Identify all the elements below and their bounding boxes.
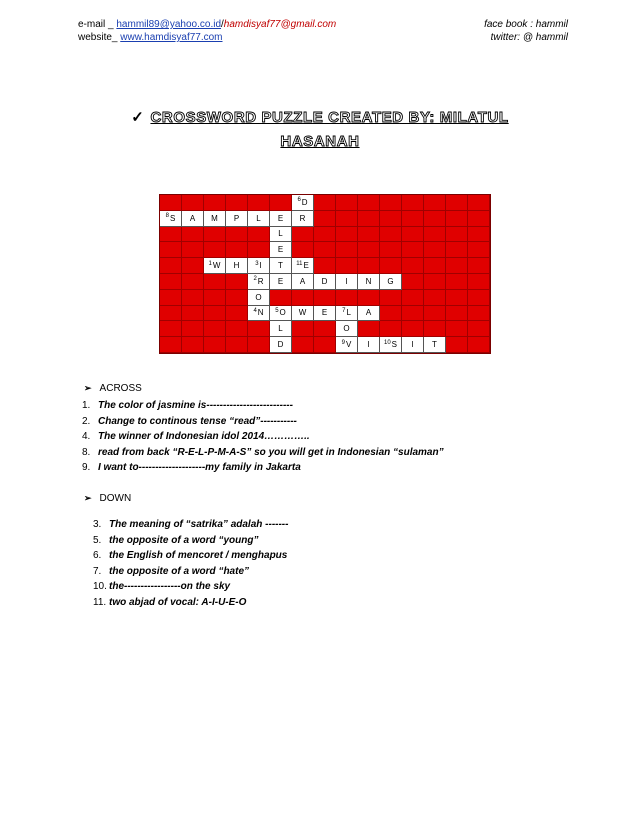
clue-number: 11. <box>93 596 107 608</box>
blocked-cell <box>468 227 490 243</box>
crossword-cell[interactable] <box>424 337 446 353</box>
blocked-cell <box>248 321 270 337</box>
clue-text: Change to continous tense “read”----------- <box>98 415 297 427</box>
clue-text: I want to--------------------my family in Jakarta <box>98 462 301 473</box>
clue-number: 3 <box>255 260 259 267</box>
blocked-cell <box>468 274 490 290</box>
title-line-1: CROSSWORD PUZZLE CREATED BY: MILATUL <box>150 109 509 126</box>
cell-letter: O <box>343 324 350 334</box>
crossword-cell[interactable] <box>314 274 336 290</box>
blocked-cell <box>160 227 182 243</box>
blocked-cell <box>336 211 358 227</box>
clue-text: the-----------------on the sky <box>109 581 231 592</box>
blocked-cell <box>314 321 336 337</box>
crossword-cell[interactable] <box>270 211 292 227</box>
down-heading <box>84 493 131 504</box>
blocked-cell <box>270 290 292 306</box>
page-title <box>110 106 530 154</box>
cell-letter: E <box>277 245 284 255</box>
blocked-cell <box>182 337 204 353</box>
facebook-handle: face book : hammil <box>484 19 568 30</box>
blocked-cell <box>446 195 468 211</box>
cell-letter: R <box>257 276 264 286</box>
blocked-cell <box>468 321 490 337</box>
blocked-cell <box>204 337 226 353</box>
cell-letter: E <box>277 276 284 286</box>
crossword-cell[interactable] <box>336 274 358 290</box>
clue-number: 11 <box>296 260 303 267</box>
cell-letter: N <box>257 308 264 318</box>
cell-letter: G <box>387 276 394 286</box>
blocked-cell <box>336 227 358 243</box>
blocked-cell <box>446 227 468 243</box>
crossword-cell[interactable] <box>336 321 358 337</box>
blocked-cell <box>446 337 468 353</box>
blocked-cell <box>424 227 446 243</box>
blocked-cell <box>204 290 226 306</box>
blocked-cell <box>292 337 314 353</box>
blocked-cell <box>336 195 358 211</box>
cell-letter: E <box>277 213 284 223</box>
crossword-cell[interactable] <box>270 306 292 322</box>
blocked-cell <box>314 195 336 211</box>
twitter-handle: twitter: @ hammil <box>490 32 568 43</box>
clue-number: 6. <box>93 550 102 561</box>
blocked-cell <box>446 211 468 227</box>
blocked-cell <box>336 258 358 274</box>
blocked-cell <box>358 258 380 274</box>
blocked-cell <box>358 290 380 306</box>
clue-number: 6 <box>297 197 301 204</box>
cell-letter: I <box>367 340 370 350</box>
crossword-cell[interactable] <box>270 227 292 243</box>
cell-letter: I <box>411 340 414 350</box>
blocked-cell <box>468 306 490 322</box>
blocked-cell <box>468 211 490 227</box>
clue-text: the opposite of a word “young” <box>109 534 259 546</box>
blocked-cell <box>182 227 204 243</box>
blocked-cell <box>358 242 380 258</box>
cell-letter: O <box>279 308 286 318</box>
blocked-cell <box>226 274 248 290</box>
clue-item <box>82 398 444 414</box>
blocked-cell <box>446 274 468 290</box>
blocked-cell <box>468 195 490 211</box>
blocked-cell <box>314 211 336 227</box>
blocked-cell <box>402 195 424 211</box>
across-heading <box>84 383 142 394</box>
cell-letter: A <box>189 213 196 223</box>
blocked-cell <box>468 258 490 274</box>
blocked-cell <box>182 242 204 258</box>
clue-item <box>93 579 288 595</box>
blocked-cell <box>380 290 402 306</box>
blocked-cell <box>402 274 424 290</box>
cell-letter: N <box>365 276 372 286</box>
crossword-cell[interactable] <box>292 274 314 290</box>
clue-text: the English of mencoret / menghapus <box>109 550 288 561</box>
blocked-cell <box>380 195 402 211</box>
blocked-cell <box>160 321 182 337</box>
crossword-cell[interactable] <box>358 306 380 322</box>
crossword-cell[interactable] <box>292 258 314 274</box>
clue-text: two abjad of vocal: A-I-U-E-O <box>109 596 247 608</box>
clue-number: 4. <box>82 431 91 442</box>
blocked-cell <box>424 195 446 211</box>
blocked-cell <box>446 258 468 274</box>
blocked-cell <box>226 337 248 353</box>
clue-item <box>93 595 288 611</box>
blocked-cell <box>446 306 468 322</box>
clue-number: 4 <box>253 307 257 314</box>
blocked-cell <box>402 290 424 306</box>
cell-letter: M <box>211 213 218 223</box>
blocked-cell <box>182 306 204 322</box>
cell-letter: T <box>278 261 283 271</box>
blocked-cell <box>292 321 314 337</box>
down-heading-label: DOWN <box>99 493 132 504</box>
blocked-cell <box>424 306 446 322</box>
blocked-cell <box>446 321 468 337</box>
clue-number: 3. <box>93 519 102 530</box>
blocked-cell <box>314 337 336 353</box>
email-label: e-mail _ <box>78 19 114 30</box>
cell-letter: R <box>299 213 306 223</box>
blocked-cell <box>226 321 248 337</box>
blocked-cell <box>182 258 204 274</box>
blocked-cell <box>160 306 182 322</box>
checkmark-icon: ✓ <box>131 109 145 126</box>
crossword-cell[interactable] <box>248 306 270 322</box>
blocked-cell <box>424 242 446 258</box>
crossword-cell[interactable] <box>336 337 358 353</box>
blocked-cell <box>204 227 226 243</box>
crossword-cell[interactable] <box>402 337 424 353</box>
crossword-cell[interactable] <box>292 306 314 322</box>
blocked-cell <box>468 242 490 258</box>
crossword-cell[interactable] <box>182 211 204 227</box>
blocked-cell <box>204 242 226 258</box>
blocked-cell <box>402 306 424 322</box>
clue-number: 9. <box>82 462 91 473</box>
clue-number: 7 <box>342 307 346 314</box>
blocked-cell <box>248 337 270 353</box>
crossword-cell[interactable] <box>248 211 270 227</box>
clue-number: 1 <box>208 260 212 267</box>
blocked-cell <box>226 242 248 258</box>
blocked-cell <box>226 195 248 211</box>
clue-item <box>93 548 288 564</box>
blocked-cell <box>182 274 204 290</box>
blocked-cell <box>358 211 380 227</box>
blocked-cell <box>424 211 446 227</box>
blocked-cell <box>160 274 182 290</box>
crossword-cell[interactable] <box>226 258 248 274</box>
cell-letter: L <box>278 229 283 239</box>
blocked-cell <box>314 242 336 258</box>
blocked-cell <box>226 290 248 306</box>
arrowhead-bullet-icon: ➢ <box>84 383 92 393</box>
crossword-cell[interactable] <box>358 337 380 353</box>
blocked-cell <box>314 290 336 306</box>
blocked-cell <box>314 227 336 243</box>
down-clues <box>93 517 288 610</box>
clue-item <box>93 533 288 549</box>
blocked-cell <box>270 195 292 211</box>
blocked-cell <box>358 321 380 337</box>
clue-number: 5. <box>93 534 102 546</box>
clue-item <box>82 460 444 476</box>
arrowhead-bullet-icon: ➢ <box>84 493 92 503</box>
crossword-cell[interactable] <box>336 306 358 322</box>
cell-letter: E <box>321 308 328 318</box>
cell-letter: O <box>255 292 262 302</box>
blocked-cell <box>182 321 204 337</box>
clue-number: 2 <box>253 276 257 283</box>
crossword-cell[interactable] <box>248 274 270 290</box>
clue-number: 1. <box>82 400 91 411</box>
blocked-cell <box>336 290 358 306</box>
crossword-cell[interactable] <box>380 337 402 353</box>
website-link[interactable]: www.hamdisyaf77.com <box>120 32 223 43</box>
clue-item <box>93 517 288 533</box>
blocked-cell <box>380 227 402 243</box>
crossword-cell[interactable] <box>226 211 248 227</box>
clue-number: 7. <box>93 565 102 577</box>
crossword-cell[interactable] <box>248 290 270 306</box>
cell-letter: A <box>299 276 306 286</box>
clue-number: 10. <box>93 581 107 592</box>
cell-letter: E <box>303 261 309 271</box>
blocked-cell <box>204 306 226 322</box>
crossword-cell[interactable] <box>270 242 292 258</box>
cell-letter: L <box>278 324 283 334</box>
blocked-cell <box>402 242 424 258</box>
cell-letter: T <box>432 340 437 350</box>
crossword-cell[interactable] <box>270 258 292 274</box>
cell-letter: S <box>170 213 176 223</box>
blocked-cell <box>160 195 182 211</box>
crossword-cell[interactable] <box>314 306 336 322</box>
blocked-cell <box>160 290 182 306</box>
clue-text: The color of jasmine is-------------------------- <box>98 400 293 411</box>
clue-number: 10 <box>383 339 391 346</box>
blocked-cell <box>226 306 248 322</box>
blocked-cell <box>314 258 336 274</box>
crossword-cell[interactable] <box>248 258 270 274</box>
cell-letter: S <box>391 340 398 350</box>
blocked-cell <box>160 242 182 258</box>
cell-letter: H <box>233 261 240 271</box>
blocked-cell <box>380 306 402 322</box>
cell-letter: I <box>345 276 348 286</box>
crossword-cell[interactable] <box>358 274 380 290</box>
blocked-cell <box>182 195 204 211</box>
crossword-cell[interactable] <box>204 258 226 274</box>
blocked-cell <box>424 258 446 274</box>
blocked-cell <box>204 195 226 211</box>
cell-letter: V <box>346 340 352 350</box>
clue-number: 2. <box>82 415 91 427</box>
email-separator: / <box>221 19 224 30</box>
header-social <box>484 18 568 44</box>
blocked-cell <box>204 274 226 290</box>
clue-number: 9 <box>341 339 345 346</box>
crossword-grid <box>159 194 491 354</box>
blocked-cell <box>248 242 270 258</box>
cell-letter: P <box>233 213 240 223</box>
blocked-cell <box>402 227 424 243</box>
blocked-cell <box>248 227 270 243</box>
clue-item <box>82 445 444 461</box>
blocked-cell <box>160 258 182 274</box>
blocked-cell <box>182 290 204 306</box>
blocked-cell <box>380 321 402 337</box>
blocked-cell <box>402 211 424 227</box>
blocked-cell <box>292 242 314 258</box>
clue-text: The winner of Indonesian idol 2014………….. <box>98 431 310 442</box>
cell-letter: D <box>277 340 284 350</box>
blocked-cell <box>446 290 468 306</box>
blocked-cell <box>424 274 446 290</box>
clue-item <box>82 429 444 445</box>
blocked-cell <box>204 321 226 337</box>
cell-letter: W <box>212 261 221 271</box>
title-line-2: HASANAH <box>280 133 360 150</box>
cell-letter: L <box>256 213 261 223</box>
blocked-cell <box>402 258 424 274</box>
crossword-cell[interactable] <box>270 337 292 353</box>
website-label: website_ <box>78 32 118 43</box>
blocked-cell <box>226 227 248 243</box>
crossword-cell[interactable] <box>204 211 226 227</box>
blocked-cell <box>248 195 270 211</box>
clue-item <box>93 564 288 580</box>
blocked-cell <box>380 211 402 227</box>
clue-number: 8. <box>82 446 91 458</box>
crossword-cell[interactable] <box>292 195 314 211</box>
blocked-cell <box>292 290 314 306</box>
across-clues <box>82 398 444 476</box>
blocked-cell <box>424 290 446 306</box>
clue-text: the opposite of a word “hate” <box>109 565 250 577</box>
email-link-yahoo[interactable]: hammil89@yahoo.co.id <box>116 19 222 30</box>
crossword-cell[interactable] <box>380 274 402 290</box>
email-link-gmail[interactable]: hamdisyaf77@gmail.com <box>223 19 337 30</box>
cell-letter: D <box>301 197 308 207</box>
clue-text: The meaning of “satrika” adalah ------- <box>109 519 289 530</box>
cell-letter: D <box>321 276 328 286</box>
across-heading-label: ACROSS <box>99 383 142 394</box>
clue-text: read from back “R-E-L-P-M-A-S” so you will get in Indonesian “sulaman” <box>98 446 444 458</box>
cell-letter: A <box>365 308 372 318</box>
clue-item <box>82 414 444 430</box>
clue-number: 5 <box>275 307 279 314</box>
crossword-cell[interactable] <box>270 274 292 290</box>
blocked-cell <box>292 227 314 243</box>
crossword-cell[interactable] <box>292 211 314 227</box>
crossword-cell[interactable] <box>270 321 292 337</box>
blocked-cell <box>468 337 490 353</box>
clue-number: 8 <box>165 213 169 220</box>
blocked-cell <box>380 258 402 274</box>
cell-letter: L <box>346 308 351 318</box>
crossword-cell[interactable] <box>160 211 182 227</box>
blocked-cell <box>424 321 446 337</box>
cell-letter: I <box>259 261 262 271</box>
blocked-cell <box>358 227 380 243</box>
cell-letter: W <box>298 308 307 318</box>
blocked-cell <box>336 242 358 258</box>
blocked-cell <box>446 242 468 258</box>
blocked-cell <box>380 242 402 258</box>
header-contact <box>78 18 336 44</box>
blocked-cell <box>402 321 424 337</box>
blocked-cell <box>358 195 380 211</box>
blocked-cell <box>160 337 182 353</box>
blocked-cell <box>468 290 490 306</box>
